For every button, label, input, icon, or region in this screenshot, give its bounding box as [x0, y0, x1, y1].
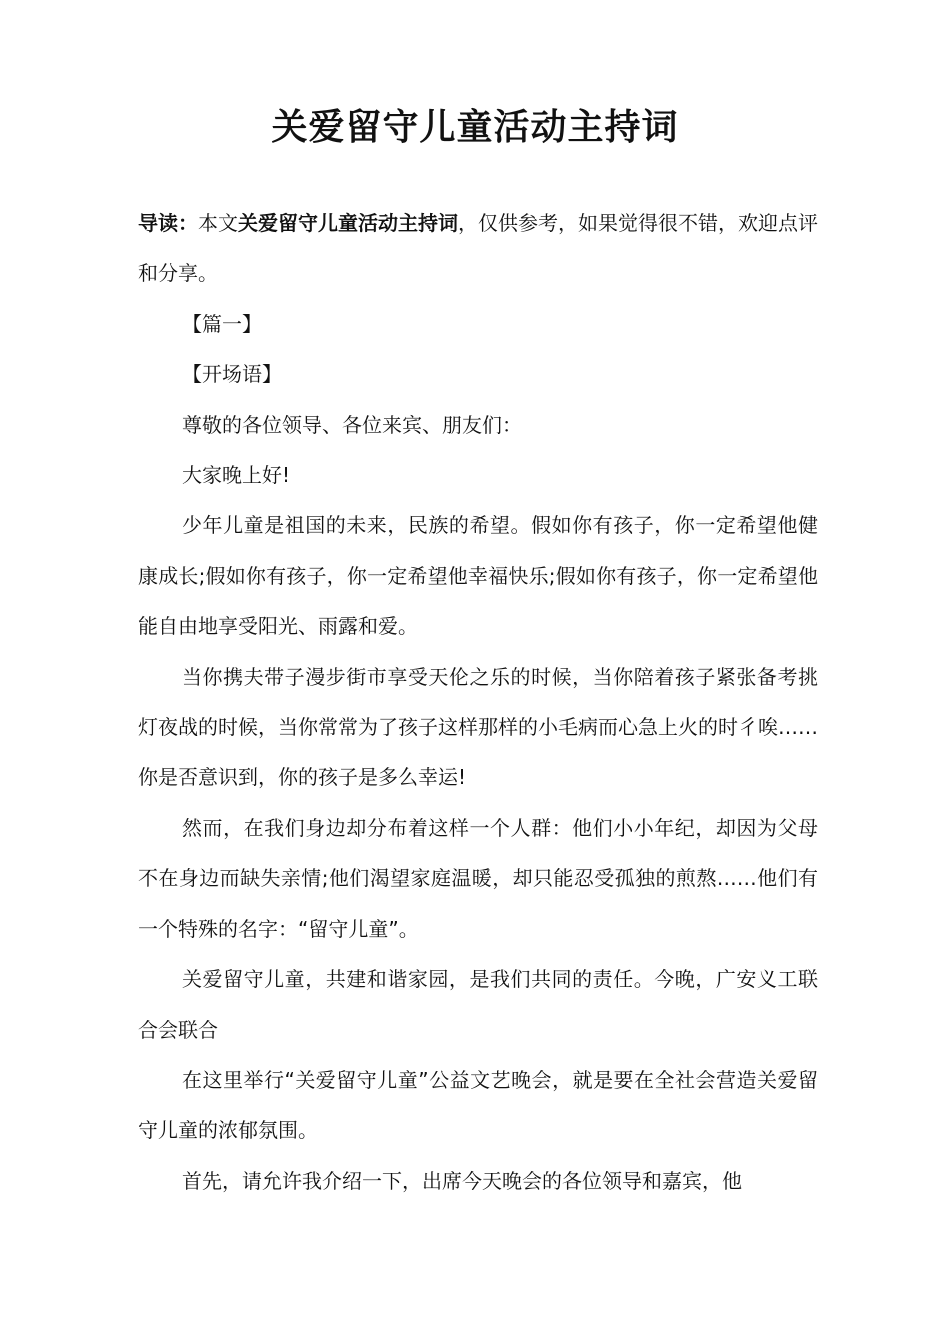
intro-prefix: 本文: [198, 211, 238, 235]
greeting-paragraph: 尊敬的各位领导、各位来宾、朋友们：: [182, 412, 522, 437]
intro-suffix: ，仅供参考，如果觉得很不错，欢迎点评和分享。: [138, 211, 818, 286]
body-paragraph: 关爱留守儿童，共建和谐家园，是我们共同的责任。今晚，广安义工联合会联合: [138, 967, 818, 1042]
body-paragraph: 当你携夫带子漫步街市享受天伦之乐的时候，当你陪着孩子紧张备考挑灯夜战的时候，当你常常为了孩子这样那样的小毛病而心急上火的时彳唉……你是否意识到，你的孩子是多么幸运!: [138, 664, 818, 790]
subsection-heading: 【开场语】: [182, 362, 282, 387]
body-paragraph: 在这里举行“关爱留守儿童”公益文艺晚会，就是要在全社会营造关爱留守儿童的浓郁氛围。: [138, 1067, 818, 1143]
body-paragraph: 首先，请允许我介绍一下，出席今天晚会的各位领导和嘉宾，他: [182, 1168, 742, 1193]
intro-highlight: 关爱留守儿童活动主持词: [238, 211, 458, 235]
document-body: [138, 198, 818, 1206]
intro-paragraph: [138, 198, 818, 299]
section-heading: 【篇一】: [182, 311, 262, 336]
intro-label: 导读：: [138, 211, 198, 235]
body-paragraph: 然而，在我们身边却分布着这样一个人群：他们小小年纪，却因为父母不在身边而缺失亲情;他们渴望家庭温暖，却只能忍受孤独的煎熬……他们有一个特殊的名字：“留守儿童”。: [138, 815, 818, 941]
document-title: 关爱留守儿童活动主持词: [271, 107, 679, 148]
body-paragraph: 少年儿童是祖国的未来，民族的希望。假如你有孩子，你一定希望他健康成长;假如你有孩子，你一定希望他幸福快乐;假如你有孩子，你一定希望他能自由地享受阳光、雨露和爱。: [138, 513, 818, 639]
greeting-paragraph: 大家晚上好!: [182, 463, 291, 488]
